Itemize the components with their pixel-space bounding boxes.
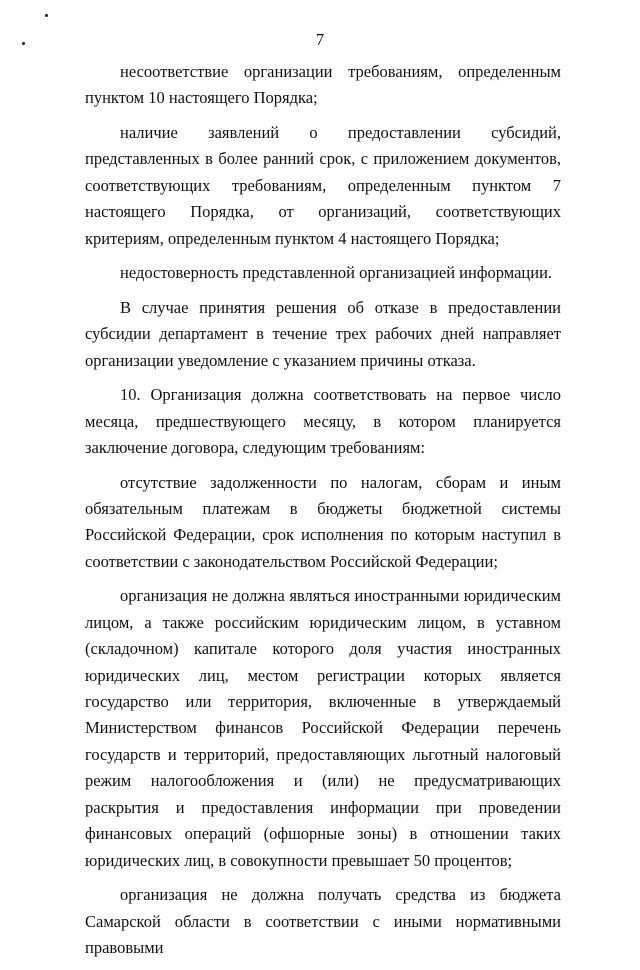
paragraph-refusal-notice: В случае принятия решения об отказе в предоставлении субсидии департамент в течение трех рабочих дней направляет организации уведомление с указанием причины отказа. [85, 297, 561, 370]
paragraph-item-10: 10. Организация должна соответствовать на первое число месяца, предшествующего месяцу, в котором планируется заключение договора, следующим требованиям: [85, 385, 561, 458]
paragraph-no-tax-debt: отсутствие задолженности по налогам, сборам и иным обязательным платежам в бюджеты бюджетной системы Российской Федерации, срок исполнения по которым наступил в соответствии с законодательством Российской Федерации; [85, 472, 561, 571]
paragraph-discrepancy: несоответствие организации требованиям, определенным пунктом 10 настоящего Порядка; [85, 62, 561, 108]
paragraph-earlier-applications: наличие заявлений о предоставлении субсидий, представленных в более ранний срок, с приложением документов, соответствующих требованиям, определенным пунктом 7 настоящего Порядка, от организаций, соответствующих критериям, определенным пунктом 4 настоящего Порядка; [85, 123, 561, 248]
document-body [85, 59, 561, 970]
paragraph-not-foreign-entity: организация не должна являться иностранными юридическим лицом, а также российским юридическим лицом, в уставном (складочном) капитале которого доля участия иностранных юридических лиц, местом регистрации которых является государство или территория, включенные в утверждаемый Министерством финансов Российской Федерации перечень государств и территорий, предоставляющих льготный налоговый режим налогообложения и (или) не предусматривающих раскрытия и предоставления информации при проведении финансовых операций (офшорные зоны) в отношении таких юридических лиц, в совокупности превышает 50 процентов; [85, 586, 561, 870]
paragraph-false-information: недостоверность представленной организацией информации. [120, 263, 553, 283]
scan-speck [45, 14, 48, 17]
paragraph-no-regional-funds: организация не должна получать средства из бюджета Самарской области в соответствии с иными нормативными правовыми [85, 885, 561, 957]
page-number: 7 [315, 30, 325, 49]
